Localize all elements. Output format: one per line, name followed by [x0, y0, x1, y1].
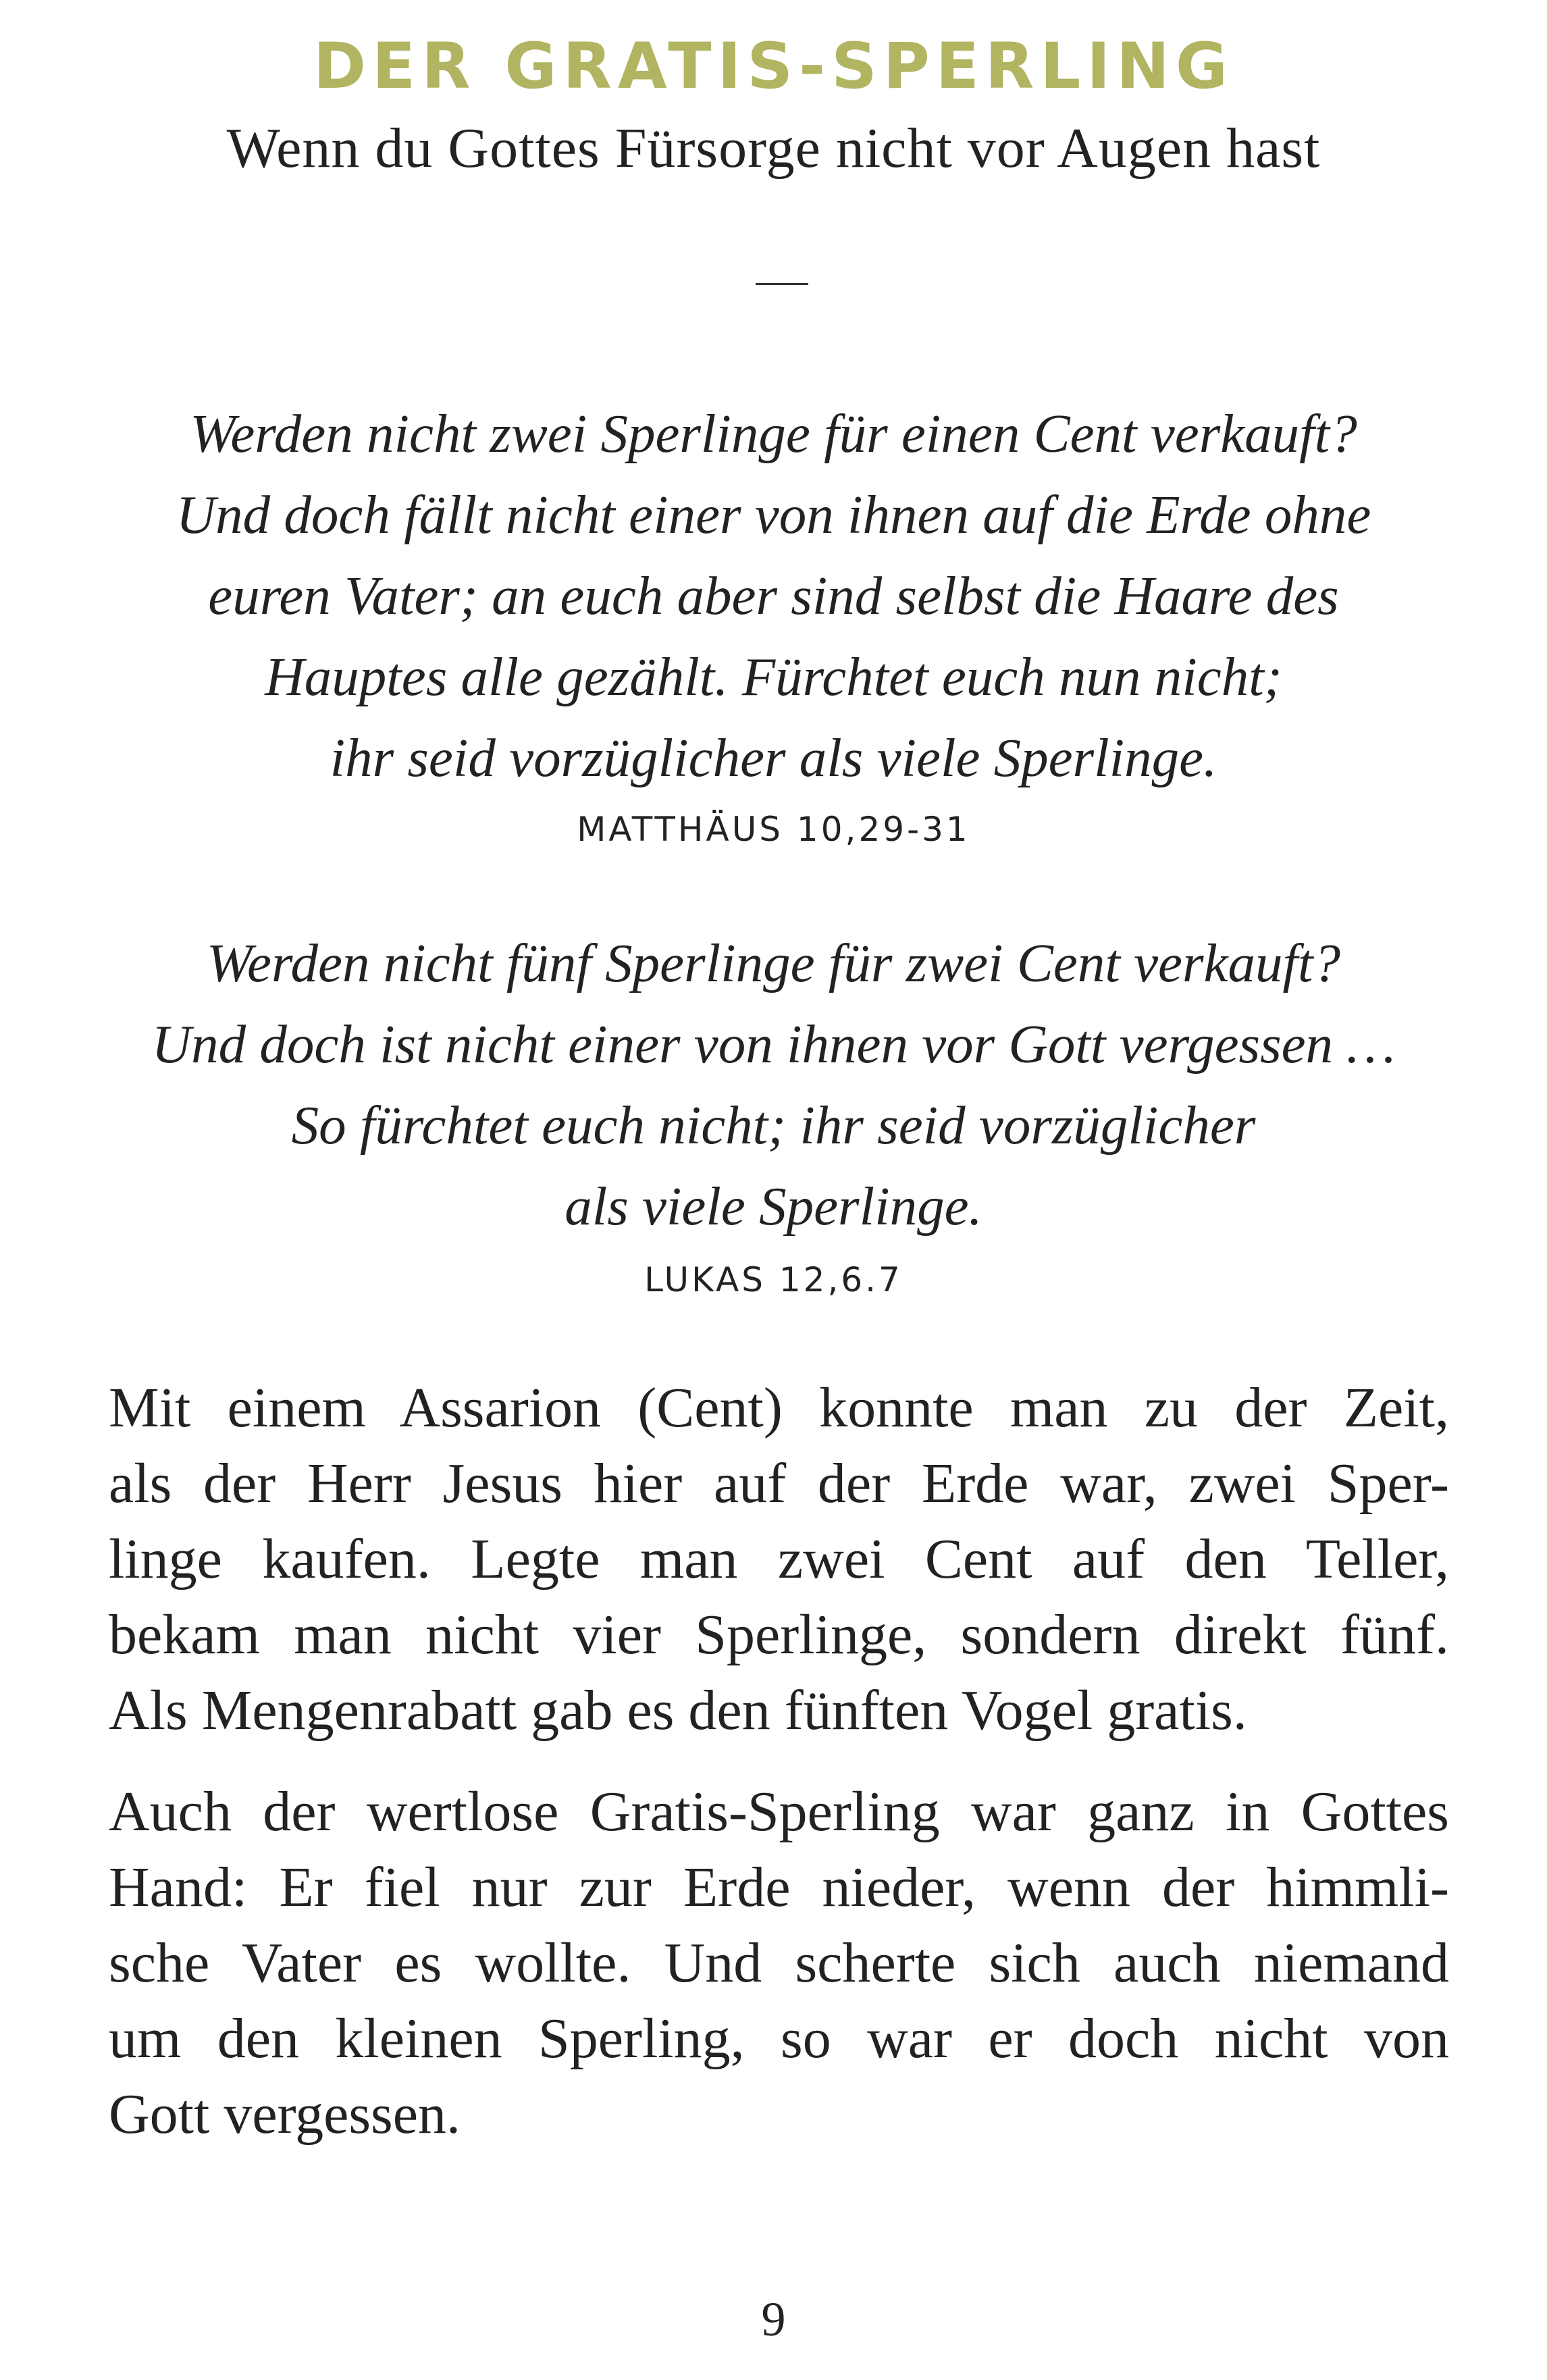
- body-paragraph-1: [109, 1370, 1449, 1749]
- quote-line: euren Vater; an euch aber sind selbst die Haare des: [208, 565, 1339, 626]
- quote-line: Und doch ist nicht einer von ihnen vor Gott vergessen …: [151, 1014, 1396, 1075]
- bible-quote-matthew: [95, 393, 1452, 798]
- quote-line: Und doch fällt nicht einer von ihnen auf die Erde ohne: [176, 484, 1371, 545]
- quote-reference-luke: LUKAS 12,6.7: [644, 1260, 903, 1299]
- quote-line: Werden nicht fünf Sperlinge für zwei Cent verkauft?: [206, 933, 1340, 993]
- divider-rule: [756, 283, 808, 285]
- paragraph-line: Hand: Er fiel nur zur Erde nieder, wenn der himmli-: [109, 1856, 1449, 1919]
- paragraph-line: linge kaufen. Legte man zwei Cent auf den Teller,: [109, 1528, 1449, 1590]
- quote-line: Hauptes alle gezählt. Fürchtet euch nun nicht;: [265, 646, 1282, 707]
- quote-reference-matthew: MATTHÄUS 10,29-31: [577, 810, 970, 849]
- paragraph-line: Gott vergessen.: [109, 2083, 461, 2146]
- quote-line: So fürchtet euch nicht; ihr seid vorzüglicher: [291, 1095, 1256, 1156]
- paragraph-line: sche Vater es wollte. Und scherte sich auch niemand: [109, 1932, 1449, 1994]
- paragraph-line: Als Mengenrabatt gab es den fünften Vogel gratis.: [109, 1679, 1247, 1742]
- paragraph-line: Auch der wertlose Gratis-Sperling war ganz in Gottes: [109, 1780, 1449, 1843]
- page-number: 9: [761, 2292, 786, 2346]
- paragraph-line: bekam man nicht vier Sperlinge, sondern direkt fünf.: [109, 1603, 1449, 1666]
- quote-line: als viele Sperlinge.: [565, 1176, 982, 1237]
- body-paragraph-2: [109, 1774, 1449, 2152]
- bible-quote-luke: [95, 923, 1452, 1247]
- paragraph-line: Mit einem Assarion (Cent) konnte man zu der Zeit,: [109, 1376, 1449, 1439]
- chapter-subtitle: Wenn du Gottes Fürsorge nicht vor Augen hast: [226, 117, 1321, 180]
- quote-line: ihr seid vorzüglicher als viele Sperlinge.: [330, 727, 1217, 788]
- paragraph-line: als der Herr Jesus hier auf der Erde war, zwei Sper-: [109, 1452, 1449, 1515]
- quote-line: Werden nicht zwei Sperlinge für einen Cent verkauft?: [190, 403, 1357, 464]
- paragraph-line: um den kleinen Sperling, so war er doch nicht von: [109, 2007, 1449, 2070]
- chapter-title: DER GRATIS-SPERLING: [313, 30, 1234, 103]
